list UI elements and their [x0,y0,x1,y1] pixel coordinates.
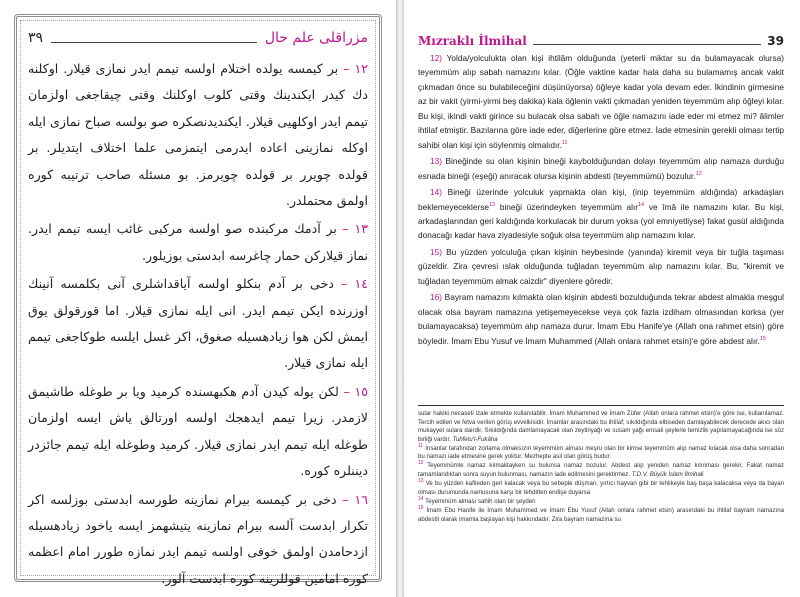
paragraph-text: ve îmâ ile namazını kılar. Bu kişi, arkadaşlarından geri kaldığında korkulacak bir durum yoksa (yol emniyetliyse) fakat gusül aldığında donacağı kadar hava ziyadesiyle soğuk olsa teyemmüm alıp namazını kılar. [418,201,784,241]
footnote-number: 13 [418,478,424,485]
footnote-text: İnsanlar tarafından zorlama olmaksızın teyemmüm alması meşru olan bir kimse teyemmüm alıp namaz kılacak olsa daha sonradan bu namazı iade etmesine gerek yoktur. Mezhepte asıl olan görüş budur. [418,444,785,461]
right-page-header [418,28,784,48]
right-header-title: Mızraklı İlmihal [418,34,527,48]
footnote [418,480,784,497]
ottoman-text-block [28,56,368,594]
paragraph-number: 14) [430,187,442,198]
footnote [418,410,784,444]
ottoman-paragraph [28,271,368,377]
footnote-ref[interactable]: 11 [561,139,568,146]
footnote-ref[interactable]: 12 [695,170,702,177]
translation-paragraph [418,185,784,243]
left-page-header [28,26,368,50]
footnote-separator [418,405,784,406]
ottoman-paragraph-number: ١٥ – [343,383,368,399]
paragraph-text: bineği üzerindeyken teyemmüm alır [495,201,638,212]
footnote-number: 14 [418,495,424,502]
ottoman-paragraph [28,487,368,593]
footnote-text: sular hakiki necaseti izale etmekte kullanılabilir. İmam Muhammed ve İmam Züfer (Allah onlara rahmet etsin)'e göre ise, kullanılamaz. Tercih edilen ve fetva verilen görüş evvelkisidir. İmamlar arasındaki bu ihtilaf; sıkıldığında elbiseden damlayabilecek derecede akıcı olan mukayyet sulara dairdir. Sıkıldığında damlamayacak olan zeytinyağı ve susam yağı emsali şeylerle temizlik yapılamayacağında ise söz birliği vardır. [418,410,784,443]
paragraph-text: Bineği üzerinde yolculuk yapmakta olan kişi, (inip teyemmüm aldığında) arkadaşları beklemeyeceklerse [418,187,784,212]
paragraph-text: Bayram namazını kılmakta olan kişinin abdesti bozulduğunda tekrar abdest almakla meşgul olacak olsa bayram namazına yetişemeyecekse veya çok fazla izdiham olmasından korksa (yer bulamayacaksa) teyemmüm alıp namaza durur. İmam Ebu Hanife'ye (Allah ona rahmet etsin) göre böyledir. İmam Ebu Yusuf ve İmam Muhammed (Allah onlara rahmet etsin)'e göre abdest alır. [418,292,784,346]
footnote-text: Ve bu yüzden kafileden geri kalacak veya bu sebeple düşman, yırtıcı hayvan gibi bir tehlikeyle baş başa kalacaksa veya da bayan olması durumunda namusuna karşı bir tehditten endişe duyarsa [418,480,784,496]
paragraph-text: Bu yüzden yolculuğa çıkan kişinin heybesinde (yanında) kiremit veya bir tuğla taşıması güzeldir. Zira çevresi ıslak olduğunda tuğladan teyemmüm alıp namazını kılar. Bu, "kiremit ve tuğladan teyemmüm almak caizdir" diyenlere göredir. [418,246,784,286]
left-page [0,0,396,597]
ottoman-paragraph-text: دخى بر آدم بنكلو اولسه آياقداشلرى آنى بكلمسه آنينك اوزرنده ايكن تيمم ايدر. انى ايله نمازى قيلار. اما قورقولق يوق ايمش لكن هوا زيادهسيله صغوق، اكر غسل ايلسه طوكاجغى تيمم ايله نمازى قيلار. [28,276,368,371]
footnote-source: Tuhfetu'l-Fukâha [452,435,498,443]
footnote-ref[interactable]: 15 [759,335,766,342]
paragraph-number: 16) [430,292,442,303]
paragraph-number: 15) [430,246,442,257]
right-page [404,0,800,597]
footnotes [418,410,784,525]
footnote-ref[interactable]: 13 [489,201,496,208]
translation-paragraph [418,290,784,348]
footnote-number: 15 [418,504,424,511]
footnote-number: 12 [418,460,424,467]
left-header-title: مزراقلی علم حال [264,30,368,46]
footnote [418,462,784,479]
footnote-ref[interactable]: 14 [638,201,645,208]
ottoman-paragraph [28,379,368,485]
footnote [418,504,784,524]
ottoman-paragraph-number: ١٢ – [343,61,368,76]
ottoman-paragraph-text: لكن يوله كيدن آدم هكبهسنده كرميد ويا بر طوغله طاشيمق لازمدر. زيرا تيمم ايدهجك اولسه اورتالق ياش ايسه اولزمان طوغله ايله تيمم ايدر نمازى قيلار. كرميد وطوغله ايله تيمم جائزدر ديننلره كوره. [28,383,368,479]
footnote [418,495,784,507]
ottoman-paragraph [28,56,368,214]
ottoman-paragraph [28,216,368,269]
book-spine [396,0,404,597]
right-header-rule [533,44,761,45]
ottoman-paragraph-number: ١٦ – [342,491,368,507]
left-page-number: ٣٩ [28,30,44,46]
footnote-source: T.D.V. Büyük İslam İlmihali [631,471,704,479]
ottoman-paragraph-text: بر آدمك مركبنده صو اولسه مركبى غائب ايسه تيمم ايدر. نماز قيلاركن حمار چاغرسه ابدستى بوزيلور. [28,221,368,263]
ottoman-paragraph-text: بر كيمسه يولده اختلام اولسه تيمم ايدر نمازى قيلار. اوكلنه دك كيدر ايكندينك وقتى كلوب اوكلنك وقتى چيقاجغى اولزمان تيمم ايدر اوكلهيى قيلار. ايكنديدنصكره صو بولسه صباح نمازى ايله اوكله نمازينى اعاده ايدرمى ايتمزمى علما اختلاف ايتديلر. بر قولده چويرر بر قولده چويرمز. بو مسئله صاحب ترتيبه كوره اولمق محتملدر. [28,61,368,209]
right-page-number: 39 [767,34,784,48]
footnote-text: İmam Ebu Hanife ile İmam Muhammed ve İmam Ebu Yusuf (Allah onlara rahmet etsin) arasındaki bu ihtilaf bayram namazına abdestli olarak imamla başlayan kişi hakkındadır. Zira bayram namazına su [418,506,784,523]
translation-paragraph [418,51,784,152]
paragraph-text: Bineğinde su olan kişinin bineği kaybolduğundan dolayı teyemmüm alıp namaza durduğu esnada bineği (eşeği) anıracak olursa kişinin abdesti (teyemmümü) bozulur. [418,156,784,181]
footnote-text: Teyemmümle namaz kılmaktayken su bulunsa namaz bozulur. Abdest alıp yeniden namaz kılınması gerekir. Fakat namaz tamamlandıktan sonra suyun bulunması, namazın iade edilmesini gerektirmez. [418,462,784,479]
footnote-number: 11 [418,442,424,449]
paragraph-text: Yolda/yolculukta olan kişi ihtilâm olduğunda (yeterli miktar su da bulamayacak olursa) teyemmüm alıp sabah namazını kılar. (Öğle vaktine kadar hala daha su bulamamış ancak vakit çıkmadan önce su bulabileceğini düşünüyorsa) öğleye kadar yola devam eder. İkindinin girmesine az bir vakit (yirmi-yirmi beş dakika) kala öğlenin vakti çıkmadan yeniden teyemmüm alıp öğleyi kılar. Bu kişi, ikindi vakti girince su bulacak olsa sabah ve öğle namazını iade eder mi etmez mi? âlimler ihtilaf etmiştir. Bazılarına göre iade eder, diğerlerine göre etmez. İade etmesinin gerekli olması tertip sahibi olan kişi için söylenmiş olmalıdır. [418,53,785,150]
footnote-text: Teyemmüm alması sahih olan bir şeyden [425,497,536,505]
ottoman-paragraph-text: دخى بر كيمسه بيرام نمازينه طورسه ابدستى بوزلسه اكر تكرار ابدست آلسه بيرام نمازينه يتيشهمز ايسه ياخود زيادهسيله ازدحامدن اولمق خوفى اولسه تيمم ايدر نمازه طورر امام اعظمه كوره امامين قوللرينه كوره ابدست آلور. [28,491,368,586]
paragraph-number: 13) [430,156,442,167]
ottoman-paragraph-number: ١٤ – [341,276,368,292]
ottoman-paragraph-number: ١٣ – [342,221,368,237]
paragraph-number: 12) [430,53,442,63]
translation-paragraph [418,245,784,288]
left-header-rule [51,33,257,43]
translation-paragraph [418,154,784,183]
footnote [418,442,785,462]
